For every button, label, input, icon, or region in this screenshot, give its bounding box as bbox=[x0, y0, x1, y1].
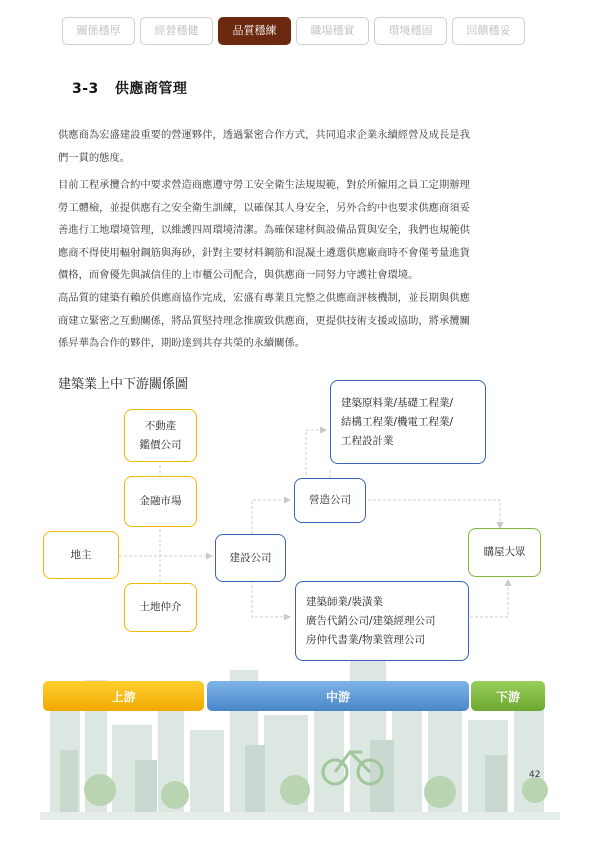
text-line: 係昇華為合作的夥伴，期盼達到共存共榮的永續關係。 bbox=[58, 337, 306, 349]
diagram-title: 建築業上中下游關係圖 bbox=[58, 377, 189, 392]
node-professional-services bbox=[295, 581, 469, 661]
node-label: 地主 bbox=[70, 548, 92, 561]
node-real-estate-appraisal bbox=[124, 409, 197, 462]
node-label: 土地仲介 bbox=[139, 601, 182, 613]
node-land-broker bbox=[124, 583, 197, 632]
node-construction-company bbox=[215, 534, 286, 582]
node-label: 營造公司 bbox=[309, 494, 351, 506]
text-line: 目前工程承攬合約中要求營造商應遵守勞工安全衛生法規規範，對於所僱用之員工定期辦理 bbox=[58, 179, 470, 191]
section-title: 供應商管理 bbox=[114, 81, 188, 97]
node-label: 購屋大眾 bbox=[483, 546, 526, 558]
node-label: 結構工程業/機電工程業/ bbox=[341, 415, 454, 428]
text-line: 價格，而會優先與誠信佳的上市櫃公司配合，與供應商一同努力守護社會環境。 bbox=[58, 269, 419, 281]
node-label: 房仲代書業/物業管理公司 bbox=[306, 633, 426, 646]
page-number: 42 bbox=[529, 770, 541, 780]
text-line: 供應商為宏盛建設重要的營運夥伴，透過緊密合作方式，共同追求企業永續經營及成長是我 bbox=[58, 129, 470, 141]
text-line: 們一貫的態度。 bbox=[58, 151, 131, 164]
text-line: 應商不得使用輻射鋼筋與海砂，針對主要材料鋼筋和混凝土遴選供應廠商時不會僅考量進貨 bbox=[58, 246, 470, 259]
node-label: 金融市場 bbox=[139, 495, 182, 507]
text-line: 商建立緊密之互動關係，將品質堅持理念推廣致供應商，更提供技術支援或協助，將承攬關 bbox=[58, 314, 470, 327]
section-number: 3-3 bbox=[72, 81, 99, 97]
node-financial-market bbox=[124, 476, 197, 527]
node-label: 不動產 bbox=[144, 419, 177, 432]
tab-giving-back[interactable]: 回饋穩妥 bbox=[452, 17, 525, 45]
tab-environment[interactable]: 環境穩固 bbox=[374, 17, 447, 45]
node-label: 廣告代銷公司/建築經理公司 bbox=[306, 614, 436, 627]
tab-operations[interactable]: 經營穩健 bbox=[140, 17, 213, 45]
text-line: 善進行工地環境管理，以維護四周環境清潔。為確保建材與設備品質與安全，我們也規範供 bbox=[58, 224, 470, 236]
tab-workplace[interactable]: 職場穩實 bbox=[296, 17, 369, 45]
node-label: 鑑價公司 bbox=[139, 438, 182, 451]
node-label: 建築師業/裝潢業 bbox=[306, 595, 384, 608]
text-line: 勞工體檢，並提供應有之安全衛生訓練，以確保其人身安全，另外合約中也要求供應商須妥 bbox=[58, 201, 470, 214]
text-line: 高品質的建築有賴於供應商協作完成，宏盛有專業且完整之供應商評核機制，並長期與供應 bbox=[58, 292, 470, 304]
tab-quality[interactable]: 品質穩練 bbox=[218, 17, 291, 45]
stage-midstream: 中游 bbox=[207, 681, 469, 711]
tab-relationship[interactable]: 關係穩厚 bbox=[62, 17, 135, 45]
node-materials-engineering bbox=[330, 380, 486, 464]
stage-downstream: 下游 bbox=[471, 681, 545, 711]
node-label: 建設公司 bbox=[229, 551, 272, 564]
node-contractor bbox=[294, 478, 366, 523]
node-landowner bbox=[43, 531, 119, 579]
node-home-buyers bbox=[468, 528, 541, 577]
node-label: 建築原料業/基礎工程業/ bbox=[341, 396, 454, 409]
stage-upstream: 上游 bbox=[43, 681, 204, 711]
node-label: 工程設計業 bbox=[341, 434, 394, 447]
